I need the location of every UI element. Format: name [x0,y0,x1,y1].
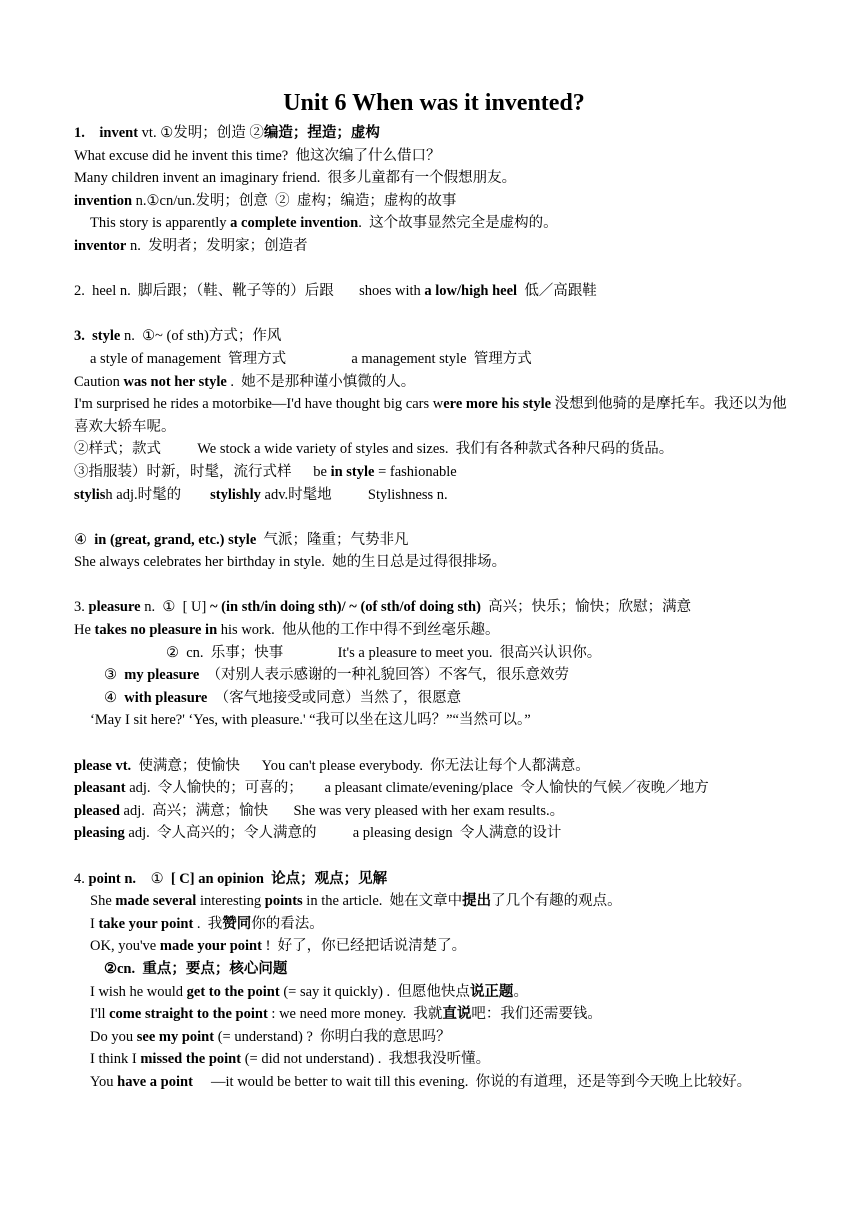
text-run: adv.时髦地 Stylishness n. [260,486,448,503]
text-run: a style of management 管理方式 a management style 管理方式 [90,350,532,367]
text-run: adj. 令人愉快的；可喜的； a pleasant climate/evening/place 令人愉快的气候／夜晚／地方 [125,780,709,797]
bold-text: come straight to the point [109,1006,268,1023]
text-run: OK, you've [90,938,160,955]
text-run: (= did not understand) . 我想我没听懂。 [241,1051,491,1068]
text-run: （客气地接受或同意）当然了，很愿意 [207,689,462,706]
text-run: 低／高跟鞋 [517,283,597,300]
text-line [74,777,794,800]
bold-text: was not her style [123,373,227,390]
bold-text: pleasing [74,825,125,842]
bold-text: a complete invention [230,215,359,232]
bold-text: pleased [74,802,120,819]
text-run: —it would be better to wait till this evening. 你说的有道理，还是等到今天晚上比较好。 [192,1073,752,1090]
text-run: ③ [104,667,125,684]
text-run: What excuse did he invent this time? 他这次编了什么借口？ [74,147,441,164]
text-line [74,190,794,213]
text-line [74,212,794,235]
bold-text: 3. style [74,328,121,345]
text-run: I think I [90,1051,141,1068]
blank-line [74,303,794,326]
text-line [74,709,794,732]
text-run: (= understand) ? 你明白我的意思吗？ [214,1028,451,1045]
bold-text: see my point [136,1028,215,1045]
text-run: Caution [74,373,124,390]
text-run: 你的看法。 [251,915,324,932]
bold-text: made several [115,893,197,910]
blank-line [74,574,794,597]
document-body [74,122,794,1094]
document-page [74,88,794,1094]
text-run: ③指服装）时新，时髦，流行式样 be [74,463,331,480]
bold-text: a low/high heel [424,283,518,300]
bold-text: points [264,893,303,910]
text-run: ④ [104,689,125,706]
text-line [74,371,794,394]
bold-text: made your point [159,938,262,955]
text-line [74,1003,794,1026]
text-line [74,642,794,665]
text-line [74,438,794,461]
bold-text: get to the point [186,983,280,1000]
text-run: ② cn. 乐事；快事 It's a pleasure to meet you. 很高兴认识你。 [166,644,602,661]
text-line [74,958,794,981]
text-run: . 这个故事显然完全是虚构的。 [358,215,558,232]
bold-text: 1. invent [74,125,139,141]
text-run: . 我 [193,915,223,932]
bold-text: 说正题 [469,983,514,1000]
text-line [74,280,794,303]
text-run: h adj.时髦的 [105,486,211,503]
text-line [74,551,794,574]
text-run: in the article. 她在文章中 [302,893,463,910]
text-run: I'll [90,1006,110,1023]
blank-line [74,845,794,868]
blank-line [74,258,794,281]
bold-text: 提出 [462,893,492,910]
text-line [74,1071,794,1094]
text-run: . 她不是那种谨小慎微的人。 [226,373,416,390]
text-line [74,687,794,710]
bold-text: stylishly [210,486,261,503]
text-run: n. ①~ (of sth)方式；作风 [120,328,282,345]
blank-line [74,732,794,755]
text-run: n. 发明者；发明家；创造者 [126,237,308,254]
text-run: 使满意；使愉快 You can't please everybody. 你无法让每个人都满意。 [131,757,590,774]
text-run: 吧：我们还需要钱。 [471,1006,602,1023]
text-line [74,981,794,1004]
text-run: interesting [196,893,265,910]
text-line [74,461,794,484]
bold-text: inventor [74,237,127,254]
text-run: She always celebrates her birthday in style. 她的生日总是过得很排场。 [74,554,507,571]
text-run: I'm surprised he rides a motorbike—I'd have thought big cars w [74,396,444,413]
text-line [74,167,794,190]
text-run: adj. 高兴；满意；愉快 She was very pleased with her exam results.。 [119,802,565,819]
bold-text: ere more his style [443,396,552,413]
bold-text: invention [74,192,133,209]
text-line [74,935,794,958]
text-line [74,890,794,913]
bold-text: takes no pleasure in [94,622,218,639]
text-run: 高兴；快乐；愉快；欣慰；满意 [480,599,692,616]
text-line [74,122,794,145]
document-title: Unit 6 When was it invented? [283,90,585,116]
bold-text: my pleasure [124,667,200,684]
text-run: ‘May I sit here?' ‘Yes, with pleasure.' “我可以坐在这儿吗？”“当然可以。” [90,712,531,729]
text-line [74,664,794,687]
text-run: Many children invent an imaginary friend. 很多儿童都有一个假想朋友。 [74,170,517,187]
text-run: You [90,1073,118,1090]
bold-text: stylis [74,486,106,503]
text-run: (= say it quickly) . 但愿他快点 [279,983,470,1000]
text-line [74,755,794,778]
text-run: She [90,893,116,910]
text-run: his work. 他从他的工作中得不到丝毫乐趣。 [217,622,500,639]
bold-text: pleasant [74,780,126,797]
text-run: : we need more money. 我就 [267,1006,443,1023]
text-run: = fashionable [374,463,457,480]
text-run: 没想到他骑的是摩托车。我还以为他喜欢大轿车呢。 [74,396,787,435]
text-run: 气派；隆重；气势非凡 [256,531,409,548]
bold-text: 赞同 [222,915,252,932]
text-line [74,348,794,371]
text-line [74,596,794,619]
text-run: 了几个有趣的观点。 [491,893,622,910]
bold-text: missed the point [140,1051,242,1068]
bold-text: ②cn. 重点；要点；核心问题 [104,960,288,977]
text-line [74,325,794,348]
text-run: （对别人表示感谢的一种礼貌回答）不客气，很乐意效劳 [199,667,570,684]
text-run: 4. [74,870,89,887]
bold-text: with pleasure [124,689,208,706]
text-run: 3. [74,599,89,616]
text-line [74,1048,794,1071]
text-line [74,145,794,168]
text-run: n.①cn/un.发明；创意 ② 虚构；编造；虚构的故事 [132,192,457,209]
text-run: He [74,622,95,639]
text-run: ① [136,870,171,887]
text-run: I [90,915,99,932]
text-run: This story is apparently [90,215,231,232]
text-line [74,868,794,891]
bold-text: 直说 [442,1006,472,1023]
text-run: vt. ①发明；创造 ② [138,125,264,141]
bold-text: take your point [98,915,194,932]
text-run: adj. 令人高兴的；令人满意的 a pleasing design 令人满意的设计 [124,825,562,842]
text-line [74,235,794,258]
bold-text: in style [330,463,375,480]
text-line [74,800,794,823]
text-run: I wish he would [90,983,187,1000]
bold-text: point n. [88,870,137,887]
text-line [74,619,794,642]
bold-text: please vt. [74,757,132,774]
bold-text: ~ (in sth/in doing sth)/ ~ (of sth/of doing sth) [210,599,481,616]
text-run: 2. heel n. 脚后跟；（鞋、靴子等的）后跟 shoes with [74,283,425,300]
blank-line [74,506,794,529]
text-line [74,822,794,845]
text-run: 。 [513,983,528,1000]
text-run: ②样式；款式 We stock a wide variety of styles and sizes. 我们有各种款式各种尺码的货品。 [74,441,674,458]
text-line [74,913,794,936]
text-line [74,393,794,438]
text-line [74,484,794,507]
text-run: Do you [90,1028,137,1045]
text-run: n. ① [ U] [140,599,210,616]
bold-text: have a point [117,1073,193,1090]
bold-text: 编造；捏造；虚构 [263,125,380,141]
bold-text: pleasure [88,599,141,616]
bold-text: 论点；观点；见解 [271,870,388,887]
text-line [74,529,794,552]
bold-text: in (great, grand, etc.) style [94,531,257,548]
bold-text: [ C] an opinion [170,870,264,887]
text-run: ④ [74,531,95,548]
text-run: ! 好了，你已经把话说清楚了。 [261,938,467,955]
text-line [74,1026,794,1049]
